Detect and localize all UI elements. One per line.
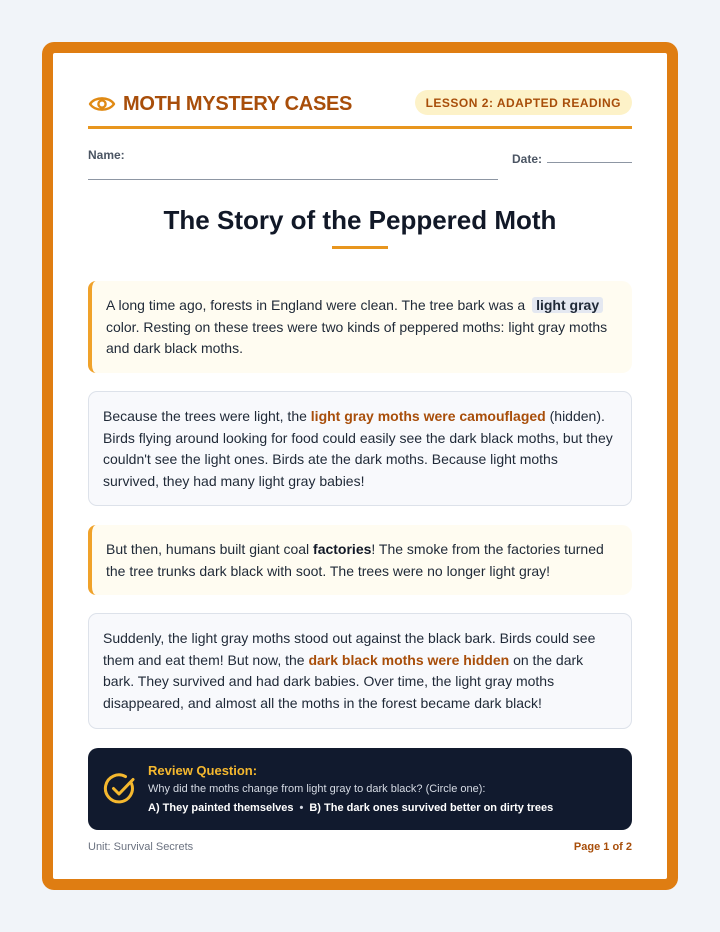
- worksheet: [53, 53, 667, 879]
- story-paragraph-4: [88, 613, 632, 729]
- paragraph-text: on the dark bark. They survived and had dark babies. Over time, the light gray moths disappeared, and almost all the moths in the forest became dark black!: [103, 651, 584, 711]
- paragraph-text: color. Resting on these trees were two kinds of peppered moths: light gray moths and dark black moths.: [106, 318, 608, 356]
- story-paragraph-2: [88, 391, 632, 506]
- lesson-badge: LESSON 2: ADAPTED READING: [415, 90, 632, 115]
- highlight-text: light gray moths were camouflaged: [310, 408, 546, 424]
- date-label: Date:: [512, 152, 543, 166]
- paragraph-text: Because the trees were light, the: [103, 408, 307, 424]
- name-label: Name:: [88, 148, 125, 162]
- story-paragraph-3: [88, 525, 632, 595]
- review-question: Why did the moths change from light gray to dark black? (Circle one):: [148, 783, 486, 795]
- brand: [88, 89, 352, 119]
- date-line[interactable]: [547, 162, 632, 163]
- review-options: [148, 802, 553, 814]
- footer-page-number: Page 1 of 2: [573, 841, 632, 853]
- worksheet-header: [88, 89, 632, 129]
- option-separator: •: [299, 802, 304, 814]
- review-question-box: [88, 748, 632, 830]
- eye-icon: [88, 94, 116, 114]
- footer-unit: Unit: Survival Secrets: [88, 841, 194, 853]
- page-title: The Story of the Peppered Moth: [163, 205, 557, 235]
- paragraph-text: (hidden). Birds flying around looking for food could easily see the dark black moths, but they couldn't see the light ones. Birds ate the dark moths. Because light moths survived, they had many light gray babies!: [103, 408, 613, 489]
- title-underline: [332, 246, 388, 249]
- review-title: Review Question:: [148, 763, 258, 778]
- page-frame: [42, 42, 678, 890]
- name-line[interactable]: [88, 179, 498, 180]
- brand-title: MOTH MYSTERY CASES: [123, 92, 353, 115]
- check-circle-icon: [103, 772, 137, 806]
- highlight-chip: light gray: [532, 297, 603, 313]
- answer-option-b[interactable]: B) The dark ones survived better on dirty trees: [309, 802, 554, 814]
- paragraph-text: But then, humans built giant coal: [106, 541, 310, 557]
- highlight-text: dark black moths were hidden: [308, 651, 510, 668]
- paragraph-text: ! The smoke from the factories turned the tree trunks dark black with soot. The trees were no longer light gray!: [106, 541, 604, 579]
- paragraph-text: Suddenly, the light gray moths stood out against the black bark. Birds could see them and eat them! But now, the: [103, 630, 596, 668]
- bold-text: factories: [313, 541, 372, 557]
- answer-option-a[interactable]: A) They painted themselves: [148, 802, 294, 814]
- worksheet-content: [88, 53, 632, 879]
- story-paragraph-1: [88, 281, 632, 373]
- paragraph-text: A long time ago, forests in England were clean. The tree bark was a: [106, 297, 526, 313]
